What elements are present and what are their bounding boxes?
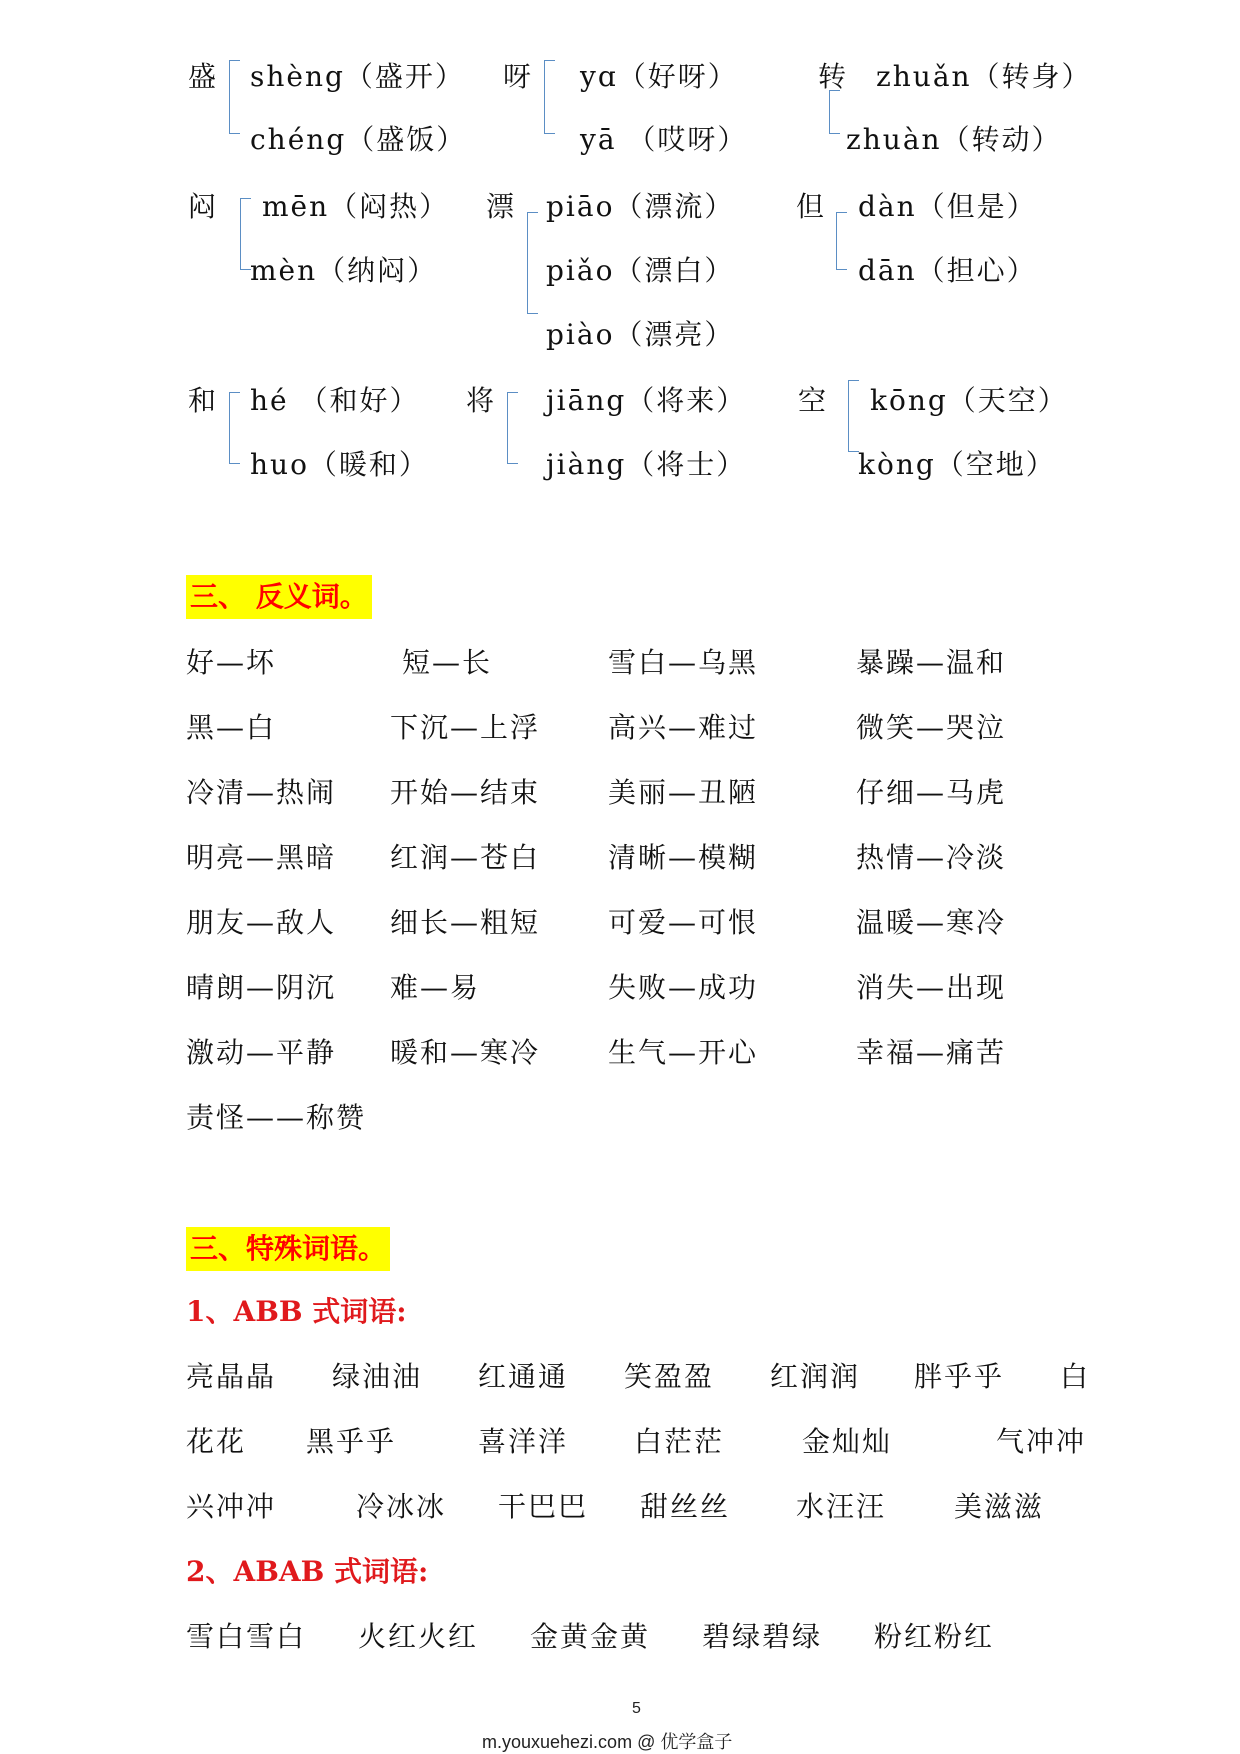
- abab-word: 火红火红: [358, 1620, 479, 1653]
- antonym-pair: 暴躁—温和: [856, 646, 1007, 679]
- brace: [507, 392, 518, 464]
- abb-word: 红通通: [478, 1360, 569, 1393]
- antonym-pair: 温暖—寒冷: [856, 906, 1007, 939]
- brace: [544, 60, 555, 134]
- polyphone-reading: kòng（空地）: [858, 448, 1056, 481]
- brace: [829, 90, 840, 134]
- page-number: 5: [632, 1700, 641, 1717]
- polyphone-char: 将: [466, 384, 495, 417]
- polyphone-reading: jiāng（将来）: [546, 384, 747, 417]
- abb-word: 甜丝丝: [640, 1490, 731, 1523]
- polyphone-reading: kōng（天空）: [870, 384, 1068, 417]
- antonym-pair: 好—坏: [186, 646, 277, 679]
- polyphone-reading: jiàng（将士）: [546, 448, 747, 481]
- antonym-pair: 仔细—马虎: [856, 776, 1007, 809]
- antonym-pair: 激动—平静: [186, 1036, 337, 1069]
- antonym-pair: 生气—开心: [608, 1036, 759, 1069]
- antonym-pair: 失败—成功: [608, 971, 759, 1004]
- antonym-pair: 热情—冷淡: [856, 841, 1007, 874]
- abab-word: 雪白雪白: [186, 1620, 307, 1653]
- brace: [848, 380, 859, 452]
- polyphone-char: 和: [188, 384, 217, 417]
- antonym-pair: 短—长: [402, 646, 493, 679]
- antonym-pair: 开始—结束: [390, 776, 541, 809]
- abb-word: 美滋滋: [954, 1490, 1045, 1523]
- antonym-pair: 黑—白: [186, 711, 277, 744]
- antonym-pair: 朋友—敌人: [186, 906, 337, 939]
- antonyms-heading: 三、 反义词。: [186, 575, 372, 619]
- polyphone-reading: mēn（闷热）: [262, 190, 450, 223]
- brace: [836, 212, 847, 270]
- polyphone-reading: piào（漂亮）: [546, 318, 735, 351]
- polyphone-char: 转: [818, 60, 847, 93]
- brace: [229, 60, 240, 134]
- abab-word: 碧绿碧绿: [702, 1620, 823, 1653]
- polyphone-reading: dān（担心）: [858, 254, 1037, 287]
- polyphone-reading: piǎo（漂白）: [546, 254, 735, 287]
- antonym-pair: 微笑—哭泣: [856, 711, 1007, 744]
- abb-word: 红润润: [770, 1360, 861, 1393]
- antonym-pair: 高兴—难过: [608, 711, 759, 744]
- special-heading: 三、特殊词语。: [186, 1227, 390, 1271]
- abb-word: 水汪汪: [796, 1490, 887, 1523]
- polyphone-char: 盛: [188, 60, 217, 93]
- antonym-pair: 雪白—乌黑: [608, 646, 759, 679]
- polyphone-reading: chéng（盛饭）: [250, 123, 467, 156]
- abab-word: 金黄金黄: [530, 1620, 651, 1653]
- polyphone-reading: piāo（漂流）: [546, 190, 735, 223]
- antonym-pair: 难—易: [390, 971, 481, 1004]
- abb-word: 冷冰冰: [356, 1490, 447, 1523]
- abb-word: 亮晶晶: [186, 1360, 277, 1393]
- abb-word: 气冲冲: [996, 1425, 1087, 1458]
- abb-word: 白: [1060, 1360, 1091, 1393]
- antonym-pair: 细长—粗短: [390, 906, 541, 939]
- polyphone-char: 漂: [486, 190, 515, 223]
- abb-word: 兴冲冲: [186, 1490, 277, 1523]
- antonym-pair: 冷清—热闹: [186, 776, 337, 809]
- polyphone-reading: huo（暖和）: [250, 448, 429, 481]
- antonym-pair: 幸福—痛苦: [856, 1036, 1007, 1069]
- antonym-pair: 美丽—丑陋: [608, 776, 759, 809]
- polyphone-char: 空: [798, 384, 827, 417]
- polyphone-char: 呀: [503, 60, 532, 93]
- polyphone-reading: dàn（但是）: [858, 190, 1037, 223]
- abb-word: 黑乎乎: [306, 1425, 397, 1458]
- antonym-pair: 清晰—模糊: [608, 841, 759, 874]
- brace: [229, 392, 240, 464]
- abb-word: 笑盈盈: [624, 1360, 715, 1393]
- abb-word: 干巴巴: [498, 1490, 589, 1523]
- polyphone-char: 闷: [188, 190, 217, 223]
- abb-word: 喜洋洋: [478, 1425, 569, 1458]
- abb-word: 胖乎乎: [914, 1360, 1005, 1393]
- antonym-pair: 暖和—寒冷: [390, 1036, 541, 1069]
- abb-word: 花花: [186, 1425, 247, 1458]
- abb-word: 白茫茫: [634, 1425, 725, 1458]
- footer-watermark: m.youxuehezi.com @ 优学盒子: [482, 1732, 733, 1752]
- polyphone-reading: yā （哎呀）: [580, 123, 748, 156]
- abb-title: 1、ABB 式词语:: [186, 1295, 407, 1328]
- abab-word: 粉红粉红: [874, 1620, 995, 1653]
- antonym-pair: 可爱—可恨: [608, 906, 759, 939]
- polyphone-reading: zhuàn（转动）: [846, 123, 1062, 156]
- polyphone-reading: mèn（纳闷）: [250, 254, 438, 287]
- polyphone-reading: shèng（盛开）: [250, 60, 465, 93]
- antonym-pair: 消失—出现: [856, 971, 1007, 1004]
- abb-word: 金灿灿: [802, 1425, 893, 1458]
- antonym-pair: 下沉—上浮: [390, 711, 541, 744]
- abab-title: 2、ABAB 式词语:: [186, 1555, 429, 1588]
- antonym-pair: 明亮—黑暗: [186, 841, 337, 874]
- polyphone-reading: zhuǎn（转身）: [876, 60, 1092, 93]
- polyphone-reading: yɑ（好呀）: [580, 60, 738, 93]
- polyphone-reading: hé （和好）: [250, 384, 420, 417]
- antonym-pair: 责怪——称赞: [186, 1101, 367, 1134]
- polyphone-char: 但: [796, 190, 825, 223]
- antonym-pair: 晴朗—阴沉: [186, 971, 337, 1004]
- antonym-pair: 红润—苍白: [390, 841, 541, 874]
- abb-word: 绿油油: [332, 1360, 423, 1393]
- brace: [527, 212, 538, 314]
